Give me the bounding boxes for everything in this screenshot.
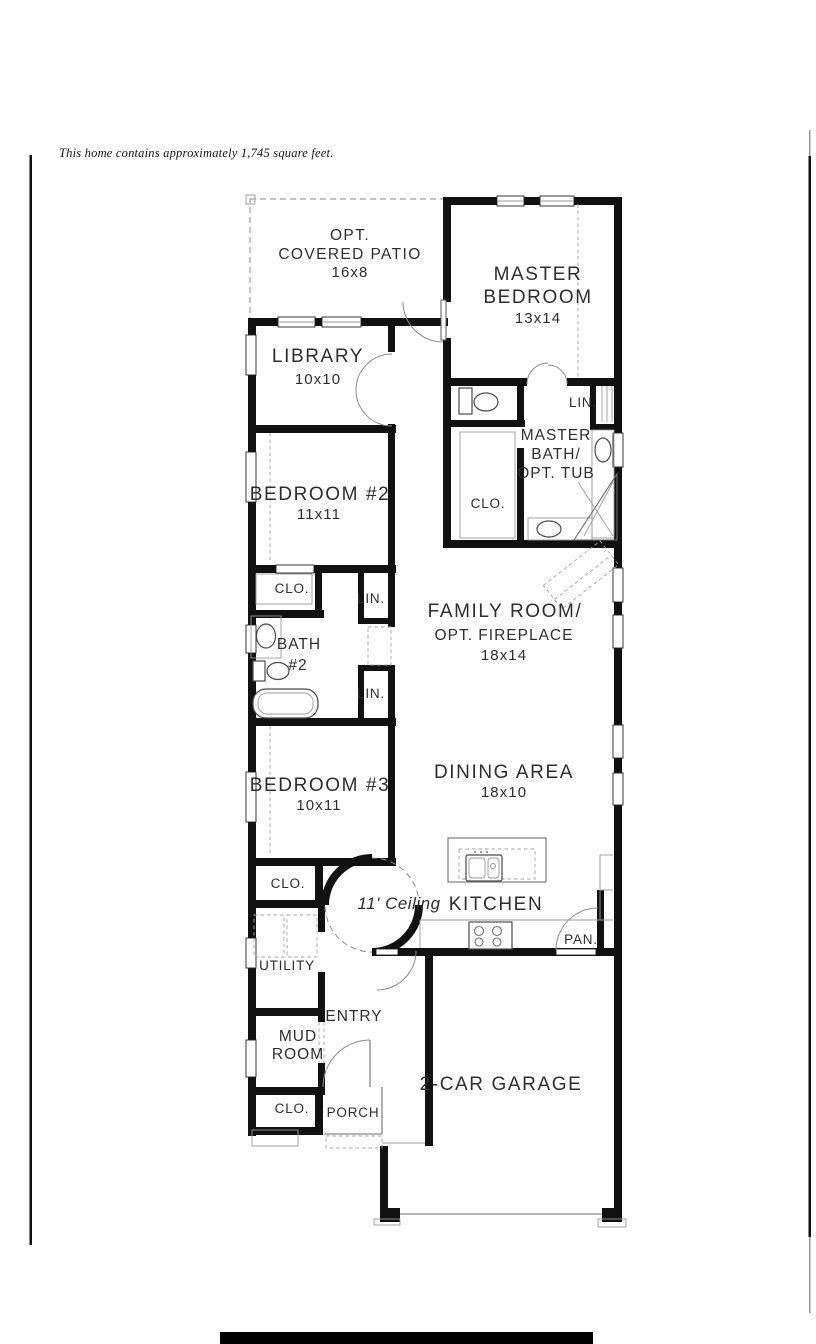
hall-opening [368,627,391,665]
label-family-room-line2: OPT. FIREPLACE [434,627,574,644]
label-bedroom3-dims: 10x11 [296,797,342,814]
corner-shower [574,474,617,540]
stove [469,922,512,949]
label-bedroom3: BEDROOM #3 [249,775,391,796]
label-porch: PORCH [326,1105,380,1120]
label-garage: 2-CAR GARAGE [419,1074,583,1095]
label-kitchen: KITCHEN [448,894,544,915]
garage-door [374,1143,626,1227]
entry-kitchen-door-arc [377,951,416,990]
label-master-bedroom-line2: BEDROOM [483,287,593,308]
label-family-room-line1: FAMILY ROOM/ [427,601,583,622]
label-master-bedroom-dims: 13x14 [514,310,562,327]
bath2-tub [253,689,318,718]
label-bath2-line2: #2 [288,657,308,674]
utility-washer-dryer [254,915,317,957]
bath2-toilet [253,661,289,681]
front-door-arc [323,1040,370,1087]
label-dining: DINING AREA [433,762,575,783]
library-bifold-arc-bottom [356,390,392,426]
bottom-bar [220,1332,593,1344]
label-master-bath-line2: BATH/ [531,446,581,463]
opt-fireplace [543,541,618,609]
label-entry: ENTRY [325,1008,383,1025]
label-bath2-line1: BATH [276,636,322,653]
master-toilet [459,388,498,414]
label-master-bath-line1: MASTER [520,427,592,444]
label-ceiling-note: 11' Ceiling [357,894,441,913]
label-closet4: CLO. [274,1101,310,1116]
label-patio-line1: OPT. [329,227,371,244]
label-mud-room-line1: MUD [278,1028,318,1045]
master-linen-shelves [602,386,612,422]
label-bedroom2-dims: 11x11 [296,506,342,523]
sqft-disclaimer: This home contains approximately 1,745 square feet. [59,146,334,160]
kitchen-island [448,838,546,882]
label-pantry: PAN. [564,932,598,947]
label-patio-dims: 16x8 [331,264,369,281]
master-closet-shelf [460,432,515,538]
page-border-left [30,155,33,1245]
master-bath-door-arc-left [527,363,548,384]
label-closet2: CLO. [274,581,310,596]
master-vanity-bottom [528,518,592,540]
label-library-dims: 10x10 [294,371,342,388]
label-mud-room-line2: ROOM [271,1046,325,1063]
label-linen-hall-1: LIN. [357,591,385,606]
label-master-linen: LIN. [569,395,597,410]
label-linen-hall-2: LIN. [357,686,385,701]
patio-door-leaf [441,300,446,340]
page-border-right [809,156,812,1237]
page-border-right-bottom [809,1237,811,1313]
label-bedroom2: BEDROOM #2 [249,484,391,505]
label-family-room-dims: 18x14 [480,647,528,664]
label-library: LIBRARY [271,346,365,367]
label-master-bath-line3: OPT. TUB [517,465,595,482]
label-dining-dims: 18x10 [480,784,528,801]
label-utility: UTILITY [259,958,315,973]
page-border-right-top [809,130,811,156]
master-bath-door-arc-right [548,365,567,384]
label-master-closet: CLO. [470,496,506,511]
label-master-bedroom-line1: MASTER [493,264,583,285]
label-patio-line2: COVERED PATIO [278,246,422,263]
label-closet3: CLO. [270,876,306,891]
